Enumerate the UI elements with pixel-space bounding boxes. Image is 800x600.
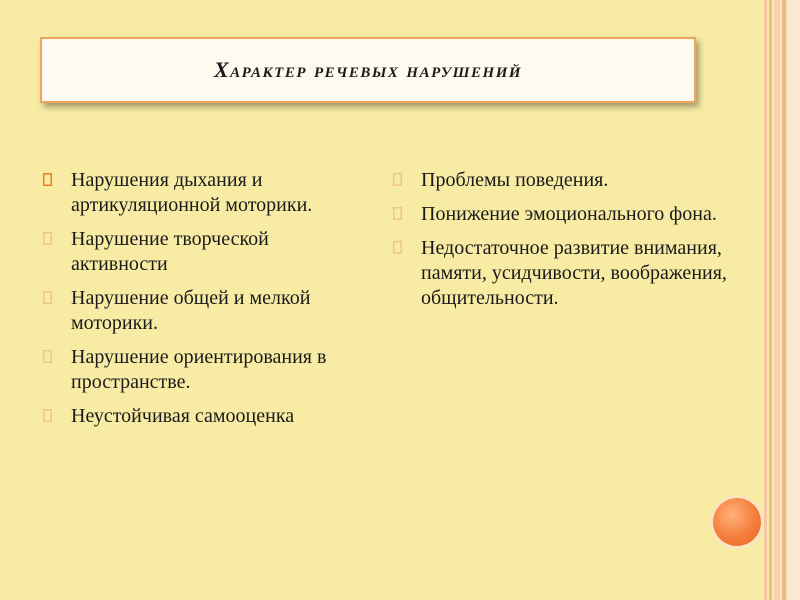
list-item xyxy=(390,236,730,311)
list-item xyxy=(390,168,730,193)
list-item xyxy=(390,202,730,227)
list-item-text: Проблемы поведения. xyxy=(421,169,609,191)
list-item xyxy=(40,286,360,336)
square-bullet-icon xyxy=(43,291,52,304)
square-bullet-icon xyxy=(393,173,402,186)
square-bullet-icon xyxy=(43,173,52,186)
list-item-text: Неустойчивая самооценка xyxy=(71,405,295,427)
list-item-text: Понижение эмоционального фона. xyxy=(421,203,717,225)
square-bullet-icon xyxy=(43,232,52,245)
list-item xyxy=(40,168,360,218)
list-item-text: Нарушение общей и мелкой моторики. xyxy=(71,287,311,334)
list-item xyxy=(40,227,360,277)
list-item xyxy=(40,345,360,395)
square-bullet-icon xyxy=(393,207,402,220)
square-bullet-icon xyxy=(393,241,402,254)
left-column xyxy=(40,168,360,438)
orange-circle-icon xyxy=(713,498,761,546)
title-box xyxy=(40,37,696,103)
list-item-text: Недостаточное развитие внимания, памяти, усидчивости, воображения, общительности. xyxy=(421,237,727,309)
list-item-text: Нарушения дыхания и артикуляционной моторики. xyxy=(71,169,313,216)
right-column xyxy=(390,168,730,320)
square-bullet-icon xyxy=(43,350,52,363)
list-item-text: Нарушение ориентирования в пространстве. xyxy=(71,346,327,393)
list-item-text: Нарушение творческой активности xyxy=(71,228,269,275)
decorative-stripes xyxy=(764,0,800,600)
list-item xyxy=(40,404,360,429)
slide-title: Характер речевых нарушений xyxy=(213,57,523,82)
square-bullet-icon xyxy=(43,409,52,422)
